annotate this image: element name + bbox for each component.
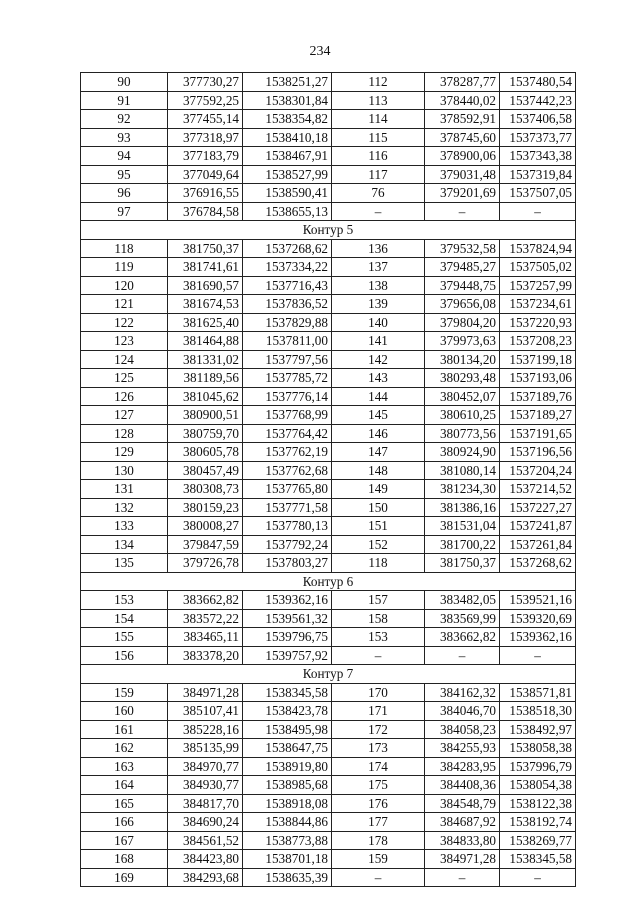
y-coordinate: 1538492,97 [500,720,576,739]
point-number: 141 [332,332,425,351]
point-number: 90 [81,73,168,92]
table-row [81,757,576,776]
x-coordinate: 379973,63 [425,332,500,351]
y-coordinate: 1537785,72 [243,369,332,388]
point-number: 140 [332,313,425,332]
point-number: 126 [81,387,168,406]
y-coordinate: 1537480,54 [500,73,576,92]
x-coordinate: 380008,27 [168,517,243,536]
y-coordinate: 1538773,88 [243,831,332,850]
point-number: 146 [332,424,425,443]
point-number: 133 [81,517,168,536]
table-row [81,387,576,406]
point-number: 157 [332,591,425,610]
x-coordinate: 380773,56 [425,424,500,443]
x-coordinate: 381080,14 [425,461,500,480]
x-coordinate: 376916,55 [168,184,243,203]
point-number: 171 [332,702,425,721]
y-coordinate: 1539561,32 [243,609,332,628]
point-number: 138 [332,276,425,295]
table-row [81,739,576,758]
point-number: 159 [81,683,168,702]
x-coordinate: 385135,99 [168,739,243,758]
table-row [81,276,576,295]
y-coordinate: 1538345,58 [500,850,576,869]
x-coordinate: 380452,07 [425,387,500,406]
x-coordinate: 380308,73 [168,480,243,499]
point-number: 127 [81,406,168,425]
x-coordinate: 381331,02 [168,350,243,369]
point-number: 173 [332,739,425,758]
y-coordinate: 1539320,69 [500,609,576,628]
table-row [81,554,576,573]
x-coordinate: 378592,91 [425,110,500,129]
x-coordinate: 384930,77 [168,776,243,795]
point-number: 125 [81,369,168,388]
y-coordinate: 1537373,77 [500,128,576,147]
x-coordinate: 381690,57 [168,276,243,295]
point-number: 139 [332,295,425,314]
y-coordinate: 1538527,99 [243,165,332,184]
point-number: 114 [332,110,425,129]
x-coordinate: 384970,77 [168,757,243,776]
y-coordinate: 1537199,18 [500,350,576,369]
x-coordinate: 385228,16 [168,720,243,739]
point-number: 120 [81,276,168,295]
y-coordinate: 1538655,13 [243,202,332,221]
x-coordinate: 384690,24 [168,813,243,832]
table-row [81,517,576,536]
point-number: 166 [81,813,168,832]
x-coordinate: 379031,48 [425,165,500,184]
y-coordinate: 1539796,75 [243,628,332,647]
y-coordinate: 1537234,61 [500,295,576,314]
y-coordinate: 1538345,58 [243,683,332,702]
y-coordinate: 1537797,56 [243,350,332,369]
x-coordinate: 384046,70 [425,702,500,721]
x-coordinate: 381464,88 [168,332,243,351]
point-number: 154 [81,609,168,628]
y-coordinate: 1538985,68 [243,776,332,795]
point-number: 97 [81,202,168,221]
point-number: 169 [81,868,168,887]
table-row [81,165,576,184]
x-coordinate: 381750,37 [168,239,243,258]
y-coordinate: 1537208,23 [500,332,576,351]
point-number: 136 [332,239,425,258]
x-coordinate: 380605,78 [168,443,243,462]
y-coordinate: 1538647,75 [243,739,332,758]
x-coordinate: 383572,22 [168,609,243,628]
x-coordinate: 381625,40 [168,313,243,332]
point-number: 123 [81,332,168,351]
x-coordinate: 381189,56 [168,369,243,388]
x-coordinate: 377318,97 [168,128,243,147]
table-row [81,480,576,499]
y-coordinate: 1539521,16 [500,591,576,610]
y-coordinate: 1537803,27 [243,554,332,573]
table-row [81,535,576,554]
x-coordinate: 379804,20 [425,313,500,332]
y-coordinate: 1538518,30 [500,702,576,721]
point-number: 178 [332,831,425,850]
x-coordinate: 383569,99 [425,609,500,628]
y-coordinate: 1538269,77 [500,831,576,850]
point-number: 164 [81,776,168,795]
point-number: 124 [81,350,168,369]
y-coordinate: 1537762,68 [243,461,332,480]
point-number: 93 [81,128,168,147]
x-coordinate: 384283,95 [425,757,500,776]
x-coordinate: 380900,51 [168,406,243,425]
y-coordinate: 1538251,27 [243,73,332,92]
point-number: 115 [332,128,425,147]
point-number: 147 [332,443,425,462]
x-coordinate: 384408,36 [425,776,500,795]
x-coordinate: 384255,93 [425,739,500,758]
point-number: 159 [332,850,425,869]
y-coordinate: 1538571,81 [500,683,576,702]
x-coordinate: 379485,27 [425,258,500,277]
point-number: 149 [332,480,425,499]
point-number: 153 [81,591,168,610]
point-number: 117 [332,165,425,184]
x-coordinate: 380610,25 [425,406,500,425]
x-coordinate: 384058,23 [425,720,500,739]
contour-title: Контур 6 [81,572,576,591]
point-number: 155 [81,628,168,647]
table-row [81,628,576,647]
y-coordinate: 1537196,56 [500,443,576,462]
point-number: 112 [332,73,425,92]
x-coordinate: 380134,20 [425,350,500,369]
x-coordinate: 384817,70 [168,794,243,813]
point-number: 172 [332,720,425,739]
table-row [81,794,576,813]
x-coordinate: 381234,30 [425,480,500,499]
point-number: 160 [81,702,168,721]
y-coordinate: 1537765,80 [243,480,332,499]
x-coordinate: 381045,62 [168,387,243,406]
y-coordinate: 1537762,19 [243,443,332,462]
x-coordinate: 384293,68 [168,868,243,887]
point-number: 131 [81,480,168,499]
table-row [81,850,576,869]
table-row [81,646,576,665]
x-coordinate: 377183,79 [168,147,243,166]
y-coordinate: 1538054,38 [500,776,576,795]
y-coordinate: 1538301,84 [243,91,332,110]
x-coordinate: 381741,61 [168,258,243,277]
x-coordinate: 379201,69 [425,184,500,203]
point-number: 174 [332,757,425,776]
table-row [81,258,576,277]
table-row [81,461,576,480]
y-coordinate: 1538423,78 [243,702,332,721]
y-coordinate: 1538844,86 [243,813,332,832]
y-coordinate: 1538410,18 [243,128,332,147]
point-number: 113 [332,91,425,110]
x-coordinate: – [425,202,500,221]
y-coordinate: 1537824,94 [500,239,576,258]
y-coordinate: 1538122,38 [500,794,576,813]
x-coordinate: 378900,06 [425,147,500,166]
point-number: 156 [81,646,168,665]
point-number: 150 [332,498,425,517]
y-coordinate: 1538918,08 [243,794,332,813]
contour-header-row [81,572,576,591]
point-number: 118 [332,554,425,573]
table-row [81,831,576,850]
point-number: 162 [81,739,168,758]
x-coordinate: 380759,70 [168,424,243,443]
y-coordinate: 1538354,82 [243,110,332,129]
x-coordinate: 376784,58 [168,202,243,221]
y-coordinate: 1539362,16 [243,591,332,610]
point-number: 142 [332,350,425,369]
x-coordinate: 384833,80 [425,831,500,850]
y-coordinate: – [500,868,576,887]
x-coordinate: 383378,20 [168,646,243,665]
x-coordinate: 384423,80 [168,850,243,869]
x-coordinate: 378440,02 [425,91,500,110]
x-coordinate: 383662,82 [425,628,500,647]
y-coordinate: 1538701,18 [243,850,332,869]
point-number: 176 [332,794,425,813]
point-number: 92 [81,110,168,129]
point-number: 95 [81,165,168,184]
point-number: – [332,646,425,665]
point-number: 128 [81,424,168,443]
x-coordinate: 377592,25 [168,91,243,110]
y-coordinate: 1537507,05 [500,184,576,203]
y-coordinate: 1537836,52 [243,295,332,314]
point-number: 152 [332,535,425,554]
x-coordinate: 377455,14 [168,110,243,129]
x-coordinate: 381531,04 [425,517,500,536]
table-row [81,776,576,795]
table-row [81,443,576,462]
point-number: 91 [81,91,168,110]
point-number: 167 [81,831,168,850]
point-number: 135 [81,554,168,573]
y-coordinate: 1537220,93 [500,313,576,332]
point-number: – [332,202,425,221]
point-number: 134 [81,535,168,554]
x-coordinate: 380159,23 [168,498,243,517]
y-coordinate: – [500,646,576,665]
point-number: 161 [81,720,168,739]
table-row [81,350,576,369]
x-coordinate: 378745,60 [425,128,500,147]
point-number: 119 [81,258,168,277]
table-row [81,184,576,203]
table-row [81,868,576,887]
x-coordinate: 383482,05 [425,591,500,610]
point-number: 132 [81,498,168,517]
contour-title: Контур 5 [81,221,576,240]
point-number: 144 [332,387,425,406]
y-coordinate: 1537996,79 [500,757,576,776]
x-coordinate: 381674,53 [168,295,243,314]
y-coordinate: 1537505,02 [500,258,576,277]
y-coordinate: – [500,202,576,221]
x-coordinate: – [425,868,500,887]
point-number: – [332,868,425,887]
table-row [81,813,576,832]
x-coordinate: 379656,08 [425,295,500,314]
x-coordinate: 384687,92 [425,813,500,832]
y-coordinate: 1537716,43 [243,276,332,295]
x-coordinate: 379847,59 [168,535,243,554]
contour-header-row [81,221,576,240]
y-coordinate: 1538192,74 [500,813,576,832]
table-row [81,73,576,92]
y-coordinate: 1537334,22 [243,258,332,277]
y-coordinate: 1538919,80 [243,757,332,776]
point-number: 137 [332,258,425,277]
x-coordinate: 381386,16 [425,498,500,517]
point-number: 175 [332,776,425,795]
y-coordinate: 1537268,62 [500,554,576,573]
table-row [81,332,576,351]
table-row [81,313,576,332]
point-number: 121 [81,295,168,314]
y-coordinate: 1538495,98 [243,720,332,739]
x-coordinate: 383662,82 [168,591,243,610]
x-coordinate: 381750,37 [425,554,500,573]
y-coordinate: 1537776,14 [243,387,332,406]
point-number: 177 [332,813,425,832]
y-coordinate: 1537764,42 [243,424,332,443]
y-coordinate: 1538467,91 [243,147,332,166]
table-row [81,702,576,721]
table-row [81,609,576,628]
x-coordinate: 377730,27 [168,73,243,92]
x-coordinate: 379532,58 [425,239,500,258]
y-coordinate: 1537319,84 [500,165,576,184]
point-number: 151 [332,517,425,536]
page-number: 234 [309,44,331,59]
x-coordinate: 384971,28 [425,850,500,869]
y-coordinate: 1538590,41 [243,184,332,203]
table-row [81,295,576,314]
y-coordinate: 1538058,38 [500,739,576,758]
x-coordinate: 379448,75 [425,276,500,295]
point-number: 122 [81,313,168,332]
point-number: 94 [81,147,168,166]
x-coordinate: 384548,79 [425,794,500,813]
point-number: 118 [81,239,168,258]
x-coordinate: 384162,32 [425,683,500,702]
y-coordinate: 1537268,62 [243,239,332,258]
y-coordinate: 1537768,99 [243,406,332,425]
x-coordinate: 380457,49 [168,461,243,480]
y-coordinate: 1538635,39 [243,868,332,887]
x-coordinate: 378287,77 [425,73,500,92]
table-row [81,591,576,610]
table-row [81,424,576,443]
y-coordinate: 1537191,65 [500,424,576,443]
y-coordinate: 1537214,52 [500,480,576,499]
y-coordinate: 1537189,27 [500,406,576,425]
y-coordinate: 1537189,76 [500,387,576,406]
table-row [81,498,576,517]
x-coordinate: 381700,22 [425,535,500,554]
x-coordinate: 385107,41 [168,702,243,721]
y-coordinate: 1537343,38 [500,147,576,166]
x-coordinate: 379726,78 [168,554,243,573]
point-number: 165 [81,794,168,813]
x-coordinate: 384971,28 [168,683,243,702]
point-number: 153 [332,628,425,647]
table-row [81,239,576,258]
y-coordinate: 1539362,16 [500,628,576,647]
y-coordinate: 1537227,27 [500,498,576,517]
point-number: 148 [332,461,425,480]
table-row [81,683,576,702]
x-coordinate: 384561,52 [168,831,243,850]
point-number: 129 [81,443,168,462]
contour-header-row [81,665,576,684]
x-coordinate: – [425,646,500,665]
table-row [81,128,576,147]
table-row [81,406,576,425]
y-coordinate: 1537442,23 [500,91,576,110]
y-coordinate: 1537241,87 [500,517,576,536]
point-number: 130 [81,461,168,480]
table-row [81,110,576,129]
y-coordinate: 1539757,92 [243,646,332,665]
y-coordinate: 1537780,13 [243,517,332,536]
point-number: 116 [332,147,425,166]
point-number: 158 [332,609,425,628]
y-coordinate: 1537829,88 [243,313,332,332]
table-row [81,720,576,739]
point-number: 143 [332,369,425,388]
y-coordinate: 1537811,00 [243,332,332,351]
x-coordinate: 377049,64 [168,165,243,184]
contour-title: Контур 7 [81,665,576,684]
y-coordinate: 1537261,84 [500,535,576,554]
x-coordinate: 383465,11 [168,628,243,647]
point-number: 163 [81,757,168,776]
point-number: 170 [332,683,425,702]
point-number: 76 [332,184,425,203]
y-coordinate: 1537193,06 [500,369,576,388]
x-coordinate: 380924,90 [425,443,500,462]
point-number: 96 [81,184,168,203]
y-coordinate: 1537406,58 [500,110,576,129]
point-number: 168 [81,850,168,869]
y-coordinate: 1537257,99 [500,276,576,295]
table-row [81,369,576,388]
point-number: 145 [332,406,425,425]
x-coordinate: 380293,48 [425,369,500,388]
table-row [81,91,576,110]
table-row [81,202,576,221]
y-coordinate: 1537792,24 [243,535,332,554]
table-row [81,147,576,166]
y-coordinate: 1537771,58 [243,498,332,517]
coordinates-table [80,72,576,887]
y-coordinate: 1537204,24 [500,461,576,480]
